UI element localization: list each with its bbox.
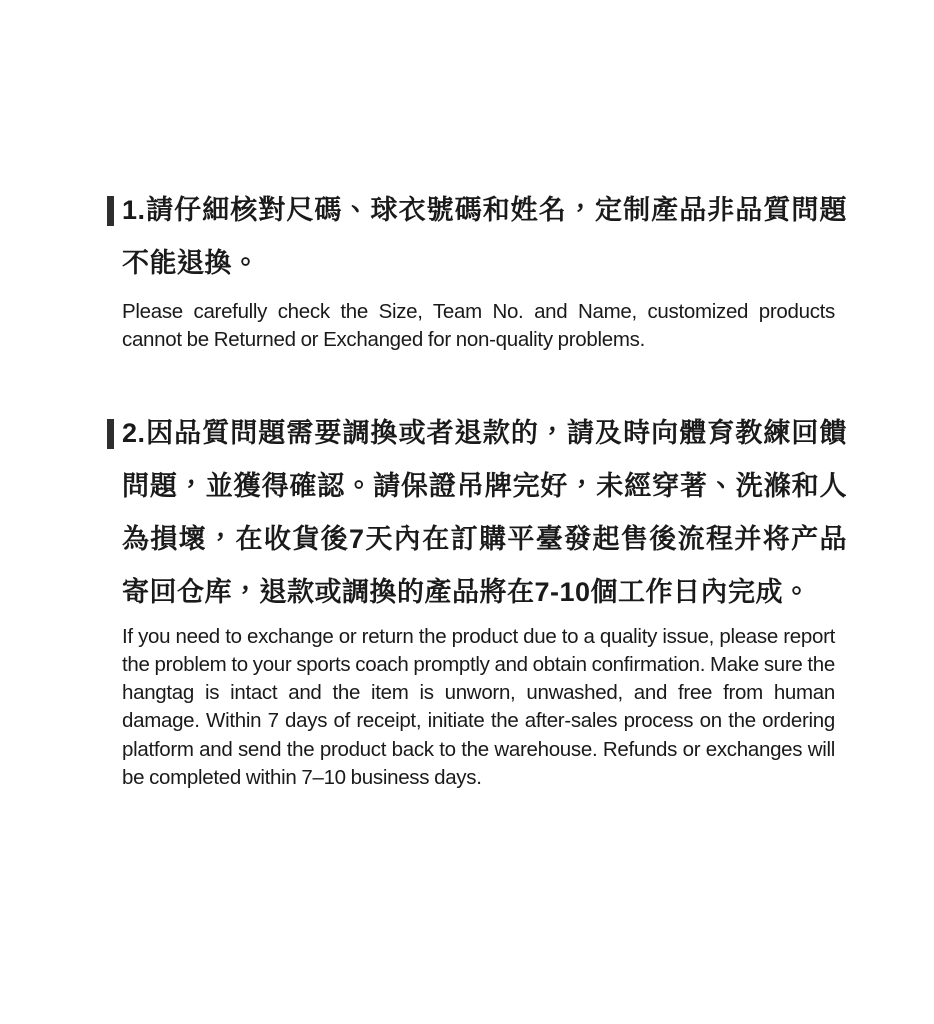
section-2-heading-text: 2.因品質問題需要調換或者退款的，請及時向體育教練回饋問題，並獲得確認。請保證吊牌完好，未經穿著、洗滌和人為損壞，在收貨後7天內在訂購平臺發起售後流程并将产品寄回仓库，退款或調換的產品將在7-10個工作日內完成。: [122, 417, 847, 607]
section-1-heading-zh: [107, 184, 847, 290]
section-2-body-en: If you need to exchange or return the product due to a quality issue, please report the problem to your sports coach promptly and obtain confirmation. Make sure the hangtag is intact and the item is unworn, unwashed, and free from human damage. Within 7 days of receipt, initiate the after-sales process on the ordering platform and send the product back to the warehouse. Refunds or exchanges will be completed within 7–10 business days.: [122, 624, 835, 790]
policy-section-1: [107, 184, 847, 355]
section-1-body-en: Please carefully check the Size, Team No. and Name, customized products cannot be Returned or Exchanged for non-quality problems.: [122, 300, 835, 352]
section-marker-bar: [107, 196, 114, 226]
section-2-heading-zh: [107, 407, 847, 619]
policy-content: [107, 184, 847, 792]
section-1-heading-text: 1.請仔細核對尺碼、球衣號碼和姓名，定制產品非品質問題不能退換。: [122, 195, 847, 278]
section-marker-bar: [107, 419, 114, 449]
policy-section-2: [107, 407, 847, 793]
